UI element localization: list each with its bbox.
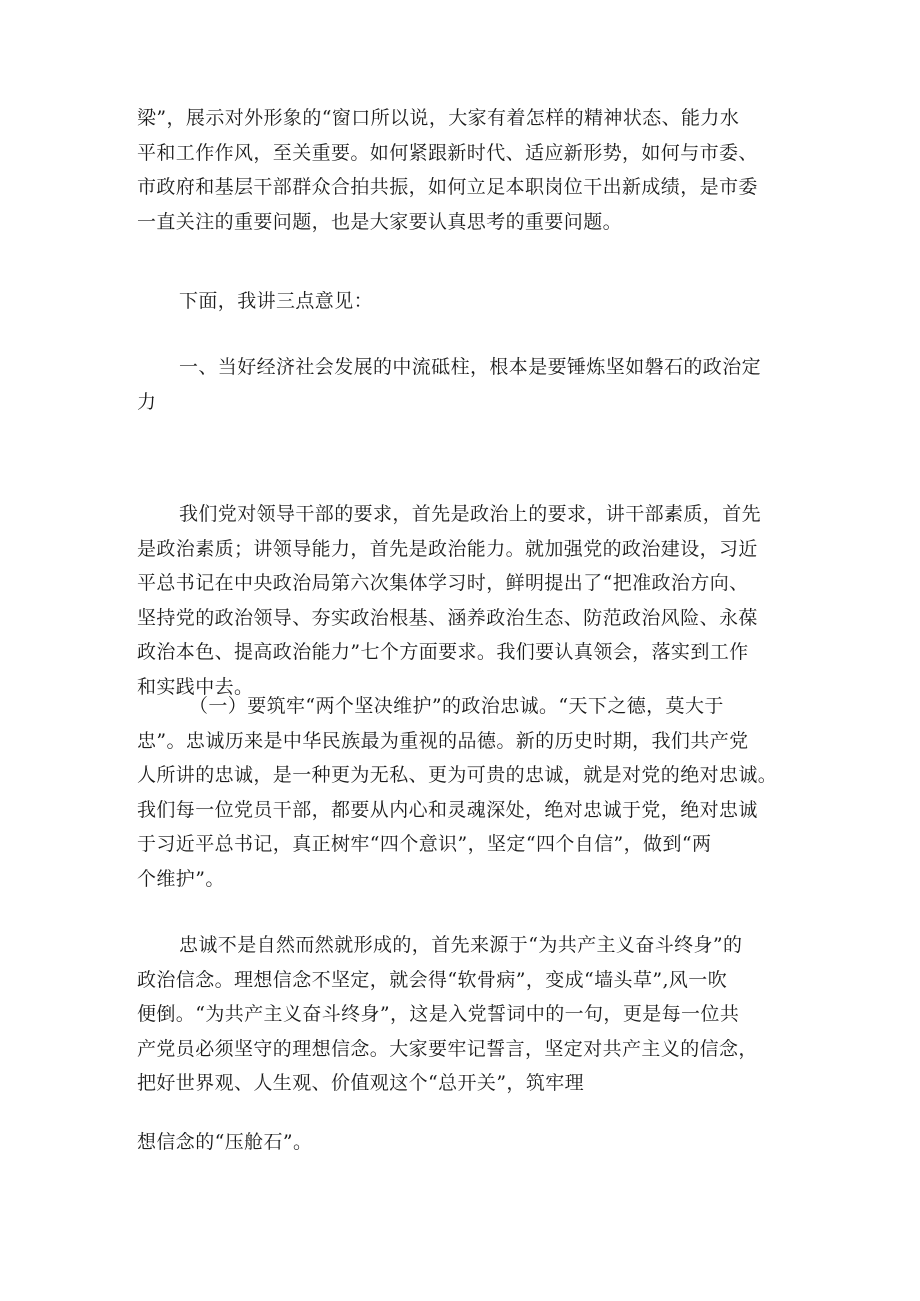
- text-line: 政治本色、提高政治能力”七个方面要求。我们要认真领会，落实到工作: [137, 641, 749, 664]
- text-line: 我们党对领导干部的要求，首先是政治上的要求，讲干部素质，首先: [179, 503, 762, 525]
- section-heading-one: [137, 350, 797, 419]
- text-line: 政治信念。理想信念不坚定，就会得“软骨病”，变成“墙头草”,风一吹: [137, 968, 728, 991]
- text-line: 梁”，展示对外形象的“窗口所以说，大家有着怎样的精神状态、能力水: [137, 107, 740, 129]
- subsection-one-loyalty: [137, 689, 797, 897]
- text-line: 忠”。忠诚历来是中华民族最为重视的品德。新的历史时期，我们共产党: [137, 729, 749, 752]
- text-line: 平和工作作风，至关重要。如何紧跟新时代、适应新形势，如何与市委、: [137, 141, 758, 164]
- text-line: 产党员必须坚守的理想信念。大家要牢记誓言，坚定对共产主义的信念，: [137, 1037, 758, 1060]
- text-line: 力: [137, 390, 157, 413]
- text-line: 想信念的“压舱石”。: [137, 1131, 313, 1153]
- text-line: 于习近平总书记，真正树牢“四个意识”，坚定“四个自信”，做到“两: [137, 833, 712, 856]
- paragraph-communist-belief: [137, 928, 797, 1101]
- text-line: 便倒。“为共产主义奋斗终身”，这是入党誓词中的一句，更是每一位共: [137, 1003, 740, 1026]
- text-line: 平总书记在中央政治局第六次集体学习时，鲜明提出了“把准政治方向、: [137, 572, 749, 595]
- text-line: 人所讲的忠诚，是一种更为无私、更为可贵的忠诚，就是对党的绝对忠诚。: [137, 764, 778, 787]
- text-line: 我们每一位党员干部，都要从内心和灵魂深处，绝对忠诚于党，绝对忠诚: [137, 798, 758, 821]
- text-line: 把好世界观、人生观、价值观这个“总开关”，筑牢理: [137, 1072, 585, 1095]
- text-line: 和实践中去。: [137, 675, 254, 698]
- text-line: 是政治素质；讲领导能力，首先是政治能力。就加强党的政治建设，习近: [137, 537, 758, 560]
- text-line: 坚持党的政治领导、夯实政治根基、涵养政治生态、防范政治风险、永葆: [137, 606, 758, 629]
- text-line: 忠诚不是自然而然就形成的，首先来源于“为共产主义奋斗终身”的: [179, 934, 743, 956]
- text-line: 一直关注的重要问题，也是大家要认真思考的重要问题。: [137, 210, 623, 233]
- text-line: 市政府和基层干部群众合拍共振，如何立足本职岗位干出新成绩，是市委: [137, 176, 758, 199]
- text-line: 下面，我讲三点意见：: [179, 290, 374, 312]
- text-line: 一、当好经济社会发展的中流砥柱，根本是要锤炼坚如磐石的政治定: [179, 356, 762, 378]
- paragraph-intro-continued: [137, 101, 797, 239]
- paragraph-political-requirements: [137, 497, 797, 705]
- text-line: （一）要筑牢“两个坚决维护”的政治忠诚。“天下之德，莫大于: [189, 695, 724, 717]
- paragraph-three-points-intro: [137, 284, 797, 319]
- paragraph-ballast-stone: [137, 1125, 797, 1160]
- text-line: 个维护”。: [137, 867, 225, 890]
